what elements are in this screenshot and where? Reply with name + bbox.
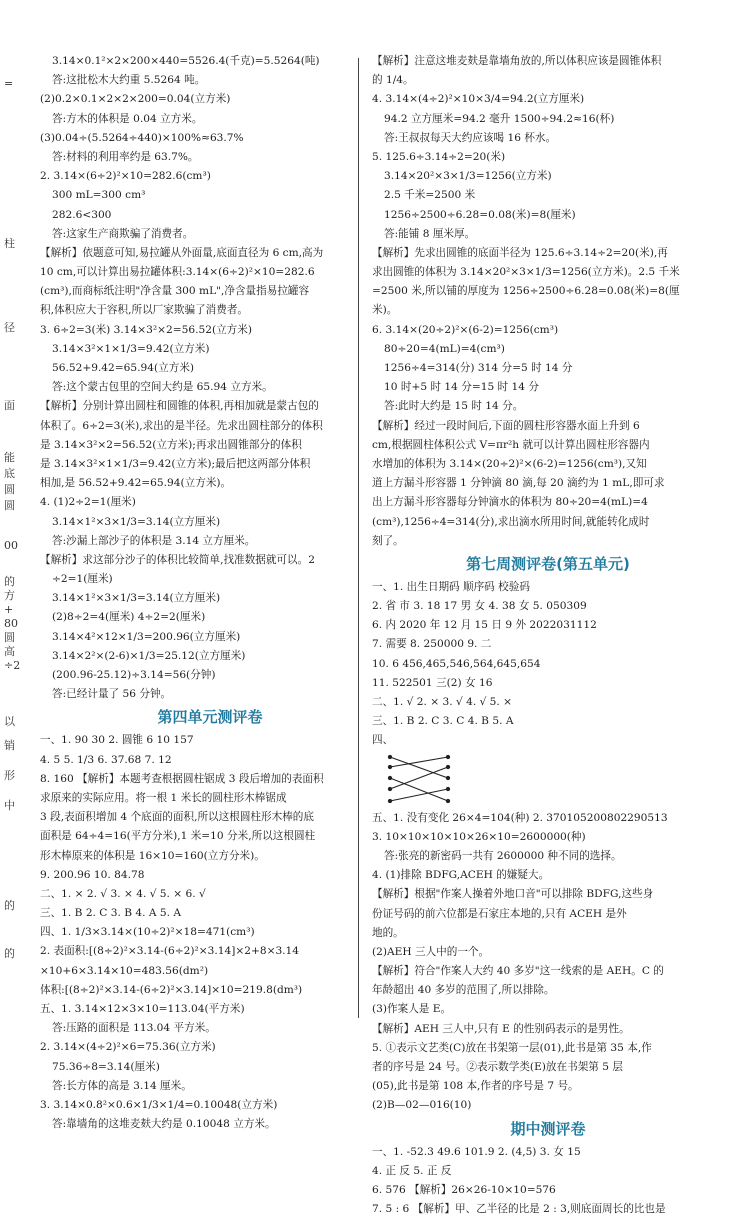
answer-line: ×10+6×3.14×10=483.56(dm²): [40, 964, 209, 977]
margin-char: 80: [4, 617, 18, 630]
answer-line: 3. 3.14×0.8²×0.6×1/3×1/4=0.10048(立方米): [40, 1098, 278, 1111]
answer-line: 2. 表面积:[(8÷2)²×3.14-(6÷2)²×3.14]×2+8×3.14: [40, 945, 300, 958]
answer-line: 二、1. √ 2. × 3. √ 4. √ 5. ×: [372, 696, 513, 708]
answer-line: 地的。: [372, 926, 404, 939]
margin-char: ÷2: [4, 659, 21, 672]
answer-line: 答:已经计量了 56 分钟。: [52, 688, 172, 701]
week7-answer-lines-part2: [372, 809, 724, 1116]
answer-line: 3.14×20²×3×1/3=1256(立方米): [384, 170, 552, 183]
answer-line: 三、1. B 2. C 3. C 4. B 5. A: [372, 715, 514, 728]
answer-line: 6. 内 2020 年 12 月 15 日 9 外 2022031112: [372, 619, 597, 632]
answer-line: 二、1. × 2. √ 3. × 4. √ 5. × 6. √: [40, 887, 206, 900]
answer-line: 3.14×3²×1×1/3=9.42(立方米): [52, 342, 210, 355]
margin-char: =: [4, 77, 14, 90]
margin-char: 的: [4, 899, 15, 912]
answer-line: 答:能铺 8 厘米厚。: [384, 227, 476, 240]
answer-line: 3. 6÷2=3(米) 3.14×3²×2=56.52(立方米): [40, 323, 252, 336]
answer-line: 水增加的体积为 3.14×(20÷2)²×(6-2)=1256(cm³),又知: [372, 457, 647, 470]
binding-margin-strip: [0, 0, 28, 1059]
answer-line: 282.6<300: [52, 208, 112, 221]
answer-line: cm,根据圆柱体积公式 V=πr²h 就可以计算出圆柱形容器内: [372, 438, 650, 451]
answer-line: 【解析】根据"作案人操着外地口音"可以排除 BDFG,这些身: [372, 888, 654, 901]
matching-lines-diagram: [372, 751, 724, 809]
section-title-midterm: 期中测评卷: [510, 1119, 586, 1138]
answer-line: 四、: [372, 734, 394, 747]
answer-line: ÷2=1(厘米): [52, 573, 113, 586]
answer-line: 【解析】分别计算出圆柱和圆锥的体积,再相加就是蒙古包的: [40, 400, 319, 413]
answer-line: 五、1. 没有变化 26×4=104(种) 2. 370105200802290513: [372, 811, 668, 824]
answer-line: 答:沙漏上部沙子的体积是 3.14 立方厘米。: [52, 534, 256, 547]
margin-char: +: [4, 603, 14, 616]
answer-line: 体积:[(8÷2)²×3.14-(6÷2)²×3.14]×10=219.8(dm³): [40, 983, 303, 996]
margin-char: 中: [4, 799, 15, 812]
margin-char: 圆: [4, 483, 15, 496]
answer-line: 答:方木的体积是 0.04 立方米。: [52, 112, 203, 125]
answer-line: 【解析】求这部分沙子的体积比较简单,找准数据就可以。2: [40, 553, 315, 566]
right-column: [372, 52, 724, 1219]
answer-line: (200.96-25.12)÷3.14=56(分钟): [52, 669, 216, 681]
answer-line: 1256÷4=314(分) 314 分=5 时 14 分: [384, 362, 573, 374]
answer-line: 11. 522501 三(2) 女 16: [372, 676, 493, 689]
margin-char: 圆: [4, 631, 15, 644]
margin-char: 00: [4, 539, 18, 552]
answer-line: 4. 3.14×(4÷2)²×10×3/4=94.2(立方厘米): [372, 93, 585, 106]
margin-char: 高: [4, 645, 15, 658]
answer-line: (2)8÷2=4(厘米) 4÷2=2(厘米): [52, 611, 206, 624]
answer-line: 75.36÷8=3.14(厘米): [52, 1060, 160, 1073]
answer-line: 6. 576 【解析】26×26-10×10=576: [372, 1183, 556, 1196]
answer-line: 4. (1)排除 BDFG,ACEH 的嫌疑大。: [372, 869, 550, 882]
answer-line: 米)。: [372, 304, 398, 317]
answer-line: 【解析】经过一段时间后,下面的圆柱形容器水面上升到 6: [372, 419, 640, 432]
matching-lines-svg: [382, 753, 462, 807]
answer-line: 出上方漏斗形容器每分钟滴水的体积为 80÷20=4(mL)=4: [372, 496, 648, 509]
answer-line: 答:这批松木大约重 5.5264 吨。: [52, 74, 206, 87]
margin-char: 底: [4, 467, 15, 480]
answer-line: 【解析】符合"作案人大约 40 多岁"这一线索的是 AEH。C 的: [372, 965, 664, 978]
margin-char: 柱: [4, 237, 15, 250]
answer-line: 相加,是 56.52+9.42=65.94(立方米)。: [40, 477, 232, 490]
answer-line: 份证号码的前六位都是石家庄本地的,只有 ACEH 是外: [372, 907, 627, 920]
answer-line: 五、1. 3.14×12×3×10=113.04(平方米): [40, 1003, 245, 1015]
answer-line: 8. 160 【解析】本题考查根据圆柱锯成 3 段后增加的表面积: [40, 772, 324, 785]
answer-line: 【解析】先求出圆锥的底面半径为 125.6÷3.14÷2=20(米),再: [372, 246, 668, 259]
answer-line: 3.14×1²×3×1/3=3.14(立方厘米): [52, 592, 221, 605]
answer-line: (2)0.2×0.1×2×2×200=0.04(立方米): [40, 93, 231, 106]
answer-line: 4. 正 反 5. 正 反: [372, 1164, 452, 1177]
answer-line: 一、1. 90 30 2. 圆锥 6 10 157: [40, 734, 194, 747]
margin-char: 销: [4, 739, 15, 752]
answer-line: 1256÷2500÷6.28=0.08(米)=8(厘米): [384, 208, 576, 221]
margin-char: 的: [4, 575, 15, 588]
answer-line: 体积了。6÷2=3(米),求出的是半径。先求出圆柱部分的体积: [40, 419, 323, 432]
answer-line: 积,体积应大于容积,所以厂家欺骗了消费者。: [40, 304, 249, 317]
answer-line: 一、1. 出生日期码 顺序码 校验码: [372, 580, 530, 593]
answer-line: 是 3.14×3²×1×1/3=9.42(立方米);最后把这两部分体积: [40, 457, 311, 470]
answer-line: (3)作案人是 E。: [372, 1003, 452, 1016]
margin-char: 径: [4, 321, 15, 334]
answer-line: 形木棒原来的体积是 16×10=160(立方分米)。: [40, 849, 265, 862]
answer-line: 答:靠墙角的这堆麦麸大约是 0.10048 立方米。: [52, 1118, 276, 1131]
answer-line: 【解析】依题意可知,易拉罐从外面量,底面直径为 6 cm,高为: [40, 246, 324, 259]
left-column: [40, 52, 380, 1134]
answer-line: =2500 米,所以铺的厚度为 1256÷2500÷6.28=0.08(米)=8(厘: [372, 285, 680, 298]
margin-char: 的: [4, 947, 15, 960]
answer-line: 面积是 64÷4=16(平方分米),1 米=10 分米,所以这根圆柱: [40, 830, 316, 843]
answer-line: (05),此书是第 108 本,作者的序号是 7 号。: [372, 1080, 579, 1093]
answer-line: 答:王叔叔每天大约应该喝 16 杯水。: [384, 131, 557, 144]
answer-line: 5. 125.6÷3.14÷2=20(米): [372, 150, 506, 163]
answer-line: 80÷20=4(mL)=4(cm³): [384, 342, 505, 355]
answer-line: 答:长方体的高是 3.14 厘米。: [52, 1079, 192, 1092]
section-title-unit4: 第四单元测评卷: [157, 708, 263, 727]
answer-line: 4. (1)2÷2=1(厘米): [40, 496, 136, 509]
answer-line: 者的序号是 24 号。②表示数学类(E)放在书架第 5 层: [372, 1061, 623, 1073]
answer-line: 3 段,表面积增加 4 个底面的面积,所以这根圆柱形木棒的底: [40, 811, 314, 824]
answer-line: 7. 5 : 6 【解析】甲、乙半径的比是 2 : 3,则底面周长的比也是: [372, 1203, 666, 1216]
answer-line: 【解析】注意这堆麦麸是靠墙角放的,所以体积应该是圆锥体积: [372, 55, 662, 67]
answer-line: 求出圆锥的体积为 3.14×20²×3×1/3=1256(立方米)。2.5 千米: [372, 266, 680, 279]
margin-char: 形: [4, 769, 15, 782]
answer-line: 的 1/4。: [372, 74, 414, 87]
answer-line: 三、1. B 2. C 3. B 4. A 5. A: [40, 907, 182, 920]
answer-line: 300 mL=300 cm³: [52, 189, 146, 202]
answer-line: 7. 需要 8. 250000 9. 二: [372, 638, 492, 651]
answer-line: 10. 6 456,465,546,564,645,654: [372, 657, 541, 670]
answer-line: 2. 3.14×(6÷2)²×10=282.6(cm³): [40, 170, 211, 183]
answer-line: 4. 5 5. 1/3 6. 37.68 7. 12: [40, 753, 172, 766]
answer-line: 2. 省 市 3. 18 17 男 女 4. 38 女 5. 050309: [372, 600, 587, 613]
answer-line: 答:压路的面积是 113.04 平方米。: [52, 1022, 216, 1035]
answer-line: 3. 10×10×10×10×26×10=2600000(种): [372, 830, 586, 843]
answer-line: 3.14×4²×12×1/3=200.96(立方厘米): [52, 630, 241, 643]
answer-line: 3.14×1²×3×1/3=3.14(立方厘米): [52, 515, 221, 528]
section-title-week7: 第七周测评卷(第五单元): [466, 554, 630, 573]
answer-line: 刻了。: [372, 534, 404, 547]
answer-line: 四、1. 1/3×3.14×(10÷2)²×18=471(cm³): [40, 926, 255, 939]
answer-line: 答:这个蒙古包里的空间大约是 65.94 立方米。: [52, 381, 273, 394]
right-answer-lines: [372, 52, 724, 551]
midterm-answer-lines: [372, 1143, 724, 1219]
answer-line: (3)0.04÷(5.5264÷440)×100%≈63.7%: [40, 131, 244, 144]
answer-line: 3.14×0.1²×2×200×440=5526.4(千克)=5.5264(吨): [52, 55, 320, 67]
answer-line: 是 3.14×3²×2=56.52(立方米);再求出圆锥部分的体积: [40, 438, 302, 451]
answer-line: 2.5 千米=2500 米: [384, 189, 476, 202]
answer-line: 6. 3.14×(20÷2)²×(6-2)=1256(cm³): [372, 323, 559, 336]
answer-line: 答:张亮的新密码一共有 2600000 种不同的选择。: [384, 849, 622, 862]
answer-line: 10 时+5 时 14 分=15 时 14 分: [384, 381, 539, 394]
answer-line: 5. ①表示文艺类(C)放在书架第一层(01),此书是第 35 本,作: [372, 1041, 652, 1054]
answer-line: 3.14×2²×(2-6)×1/3=25.12(立方厘米): [52, 649, 246, 662]
unit4-answer-lines: [40, 731, 380, 1134]
answer-line: 【解析】AEH 三人中,只有 E 的性别码表示的是男性。: [372, 1022, 630, 1035]
answer-line: 答:此时大约是 15 时 14 分。: [384, 400, 524, 413]
answer-line: 道上方漏斗形容器 1 分钟滴 80 滴,每 20 滴约为 1 mL,即可求: [372, 477, 665, 490]
answer-line: 答:这家生产商欺骗了消费者。: [52, 227, 194, 240]
answer-line: 10 cm,可以计算出易拉罐体积:3.14×(6÷2)²×10=282.6: [40, 266, 315, 279]
answer-line: 答:材料的利用率约是 63.7%。: [52, 150, 199, 163]
answer-line: 2. 3.14×(4÷2)²×6=75.36(立方米): [40, 1041, 216, 1054]
margin-char: 圆: [4, 499, 15, 512]
answer-line: 求原来的实际应用。将一根 1 米长的圆柱形木棒锯成: [40, 791, 287, 804]
left-answer-lines: [40, 52, 380, 704]
answer-line: (cm³),1256÷4=314(分),求出滴水所用时间,就能转化成时: [372, 515, 650, 528]
answer-line: (cm³),而商标纸注明"净含量 300 mL",净含量指易拉罐容: [40, 285, 310, 298]
margin-char: 面: [4, 399, 15, 412]
answer-line: 56.52+9.42=65.94(立方米): [52, 362, 195, 374]
margin-char: 以: [4, 715, 15, 728]
answer-line: (2)AEH 三人中的一个。: [372, 945, 490, 958]
answer-line: 94.2 立方厘米=94.2 毫升 1500÷94.2≈16(杯): [384, 112, 615, 125]
answer-line: 一、1. -52.3 49.6 101.9 2. (4,5) 3. 女 15: [372, 1145, 581, 1158]
answer-line: 年龄超出 40 多岁的范围了,所以排除。: [372, 984, 555, 997]
week7-answer-lines-part1: [372, 578, 724, 751]
margin-char: 能: [4, 451, 15, 464]
answer-line: (2)B—02—016(10): [372, 1099, 472, 1112]
margin-char: 方: [4, 589, 15, 602]
answer-line: 9. 200.96 10. 84.78: [40, 868, 145, 881]
